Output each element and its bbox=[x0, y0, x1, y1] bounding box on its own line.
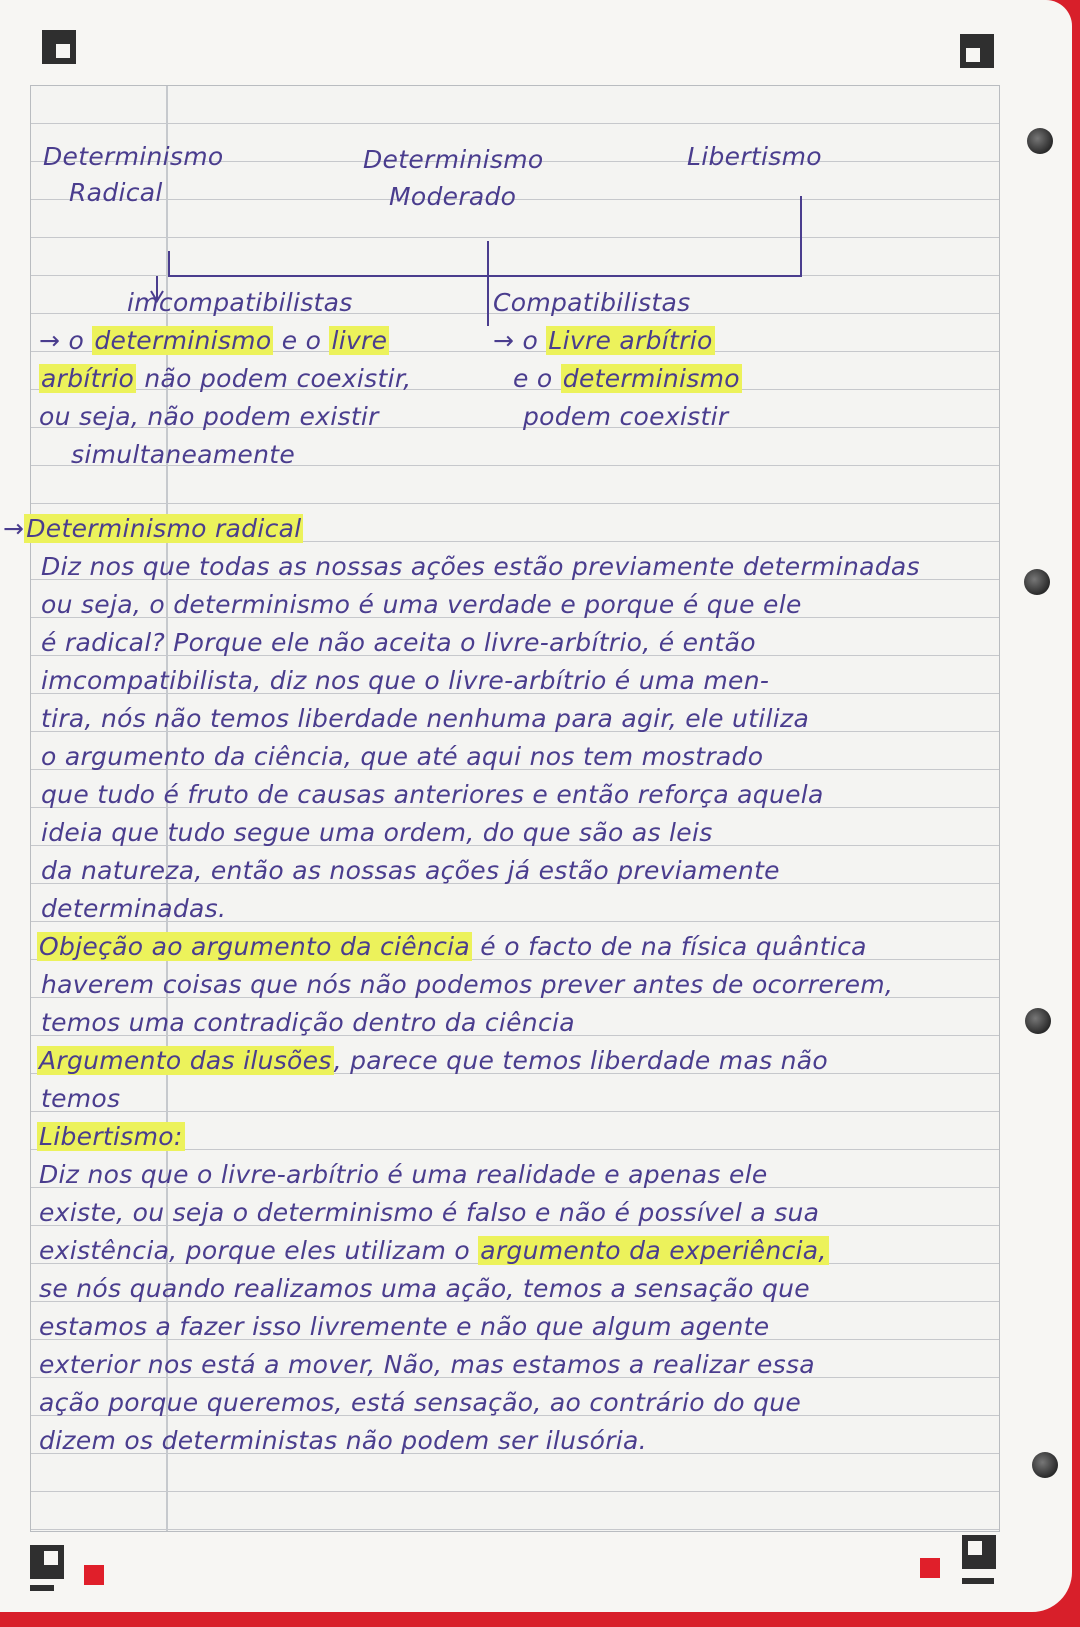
header-libertismo: Libertismo bbox=[687, 142, 822, 171]
radical-line: ou seja, o determinismo é uma verdade e porque é que ele bbox=[41, 590, 802, 619]
libertismo-title: Libertismo: bbox=[39, 1122, 183, 1151]
libertismo-line: dizem os deterministas não podem ser ilusória. bbox=[39, 1426, 647, 1455]
radical-line: imcompatibilista, diz nos que o livre-arbítrio é uma men- bbox=[41, 666, 770, 695]
header-determinismo-moderado-1: Determinismo bbox=[363, 145, 544, 174]
incompat-title: imcompatibilistas bbox=[127, 288, 353, 317]
binder-hole-icon bbox=[1027, 128, 1053, 154]
objection-line-3: temos uma contradição dentro da ciência bbox=[41, 1008, 575, 1037]
libertismo-line: estamos a fazer isso livremente e não que algum agente bbox=[39, 1312, 770, 1341]
objection-line-1: Objeção ao argumento da ciência é o facto de na física quântica bbox=[39, 932, 867, 961]
illusions-line-1: Argumento das ilusões, parece que temos liberdade mas não bbox=[39, 1046, 829, 1075]
radical-line: o argumento da ciência, que até aqui nos tem mostrado bbox=[41, 742, 764, 771]
incompat-line-2: arbítrio não podem coexistir, bbox=[41, 364, 412, 393]
compat-line-1: → o Livre arbítrio bbox=[493, 326, 713, 355]
radical-line: ideia que tudo segue uma ordem, do que são as leis bbox=[41, 818, 713, 847]
objection-line-2: haverem coisas que nós não podemos prever antes de ocorrerem, bbox=[41, 970, 894, 999]
dash-marker-icon bbox=[962, 1578, 994, 1584]
radical-line: da natureza, então as nossas ações já estão previamente bbox=[41, 856, 780, 885]
incompat-line-3: ou seja, não podem existir bbox=[39, 402, 379, 431]
compat-title: Compatibilistas bbox=[493, 288, 691, 317]
binder-hole-icon bbox=[1025, 1008, 1051, 1034]
lined-paper bbox=[3, 85, 1000, 1532]
radical-line: que tudo é fruto de causas anteriores e então reforça aquela bbox=[41, 780, 824, 809]
binder-hole-icon bbox=[1024, 569, 1050, 595]
corner-marker-icon bbox=[962, 1535, 996, 1569]
libertismo-line: existe, ou seja o determinismo é falso e não é possível a sua bbox=[39, 1198, 820, 1227]
radical-line: tira, nós não temos liberdade nenhuma para agir, ele utiliza bbox=[41, 704, 810, 733]
incompat-line-1: → o determinismo e o livre bbox=[39, 326, 388, 355]
illusions-line-2: temos bbox=[41, 1084, 121, 1113]
corner-marker-icon bbox=[30, 1545, 64, 1579]
header-determinismo-radical-2: Radical bbox=[69, 178, 163, 207]
binder-hole-icon bbox=[1032, 1452, 1058, 1478]
libertismo-line: ação porque queremos, está sensação, ao contrário do que bbox=[39, 1388, 802, 1417]
radical-title: →Determinismo radical bbox=[3, 514, 302, 543]
red-square-icon bbox=[920, 1558, 940, 1578]
radical-line: é radical? Porque ele não aceita o livre-arbítrio, é então bbox=[41, 628, 756, 657]
incompat-line-4: simultaneamente bbox=[71, 440, 296, 469]
compat-line-2: e o determinismo bbox=[513, 364, 740, 393]
corner-marker-icon bbox=[42, 30, 76, 64]
radical-line: Diz nos que todas as nossas ações estão previamente determinadas bbox=[41, 552, 920, 581]
header-determinismo-radical-1: Determinismo bbox=[43, 142, 224, 171]
red-square-icon bbox=[84, 1565, 104, 1585]
libertismo-line: se nós quando realizamos uma ação, temos a sensação que bbox=[39, 1274, 810, 1303]
header-determinismo-moderado-2: Moderado bbox=[389, 182, 517, 211]
compat-line-3: podem coexistir bbox=[523, 402, 729, 431]
libertismo-line: existência, porque eles utilizam o argumento da experiência, bbox=[39, 1236, 827, 1265]
libertismo-line: Diz nos que o livre-arbítrio é uma realidade e apenas ele bbox=[39, 1160, 768, 1189]
radical-line: determinadas. bbox=[41, 894, 227, 923]
corner-marker-icon bbox=[960, 34, 994, 68]
libertismo-line: exterior nos está a mover, Não, mas estamos a realizar essa bbox=[39, 1350, 815, 1379]
dash-marker-icon bbox=[30, 1585, 54, 1591]
